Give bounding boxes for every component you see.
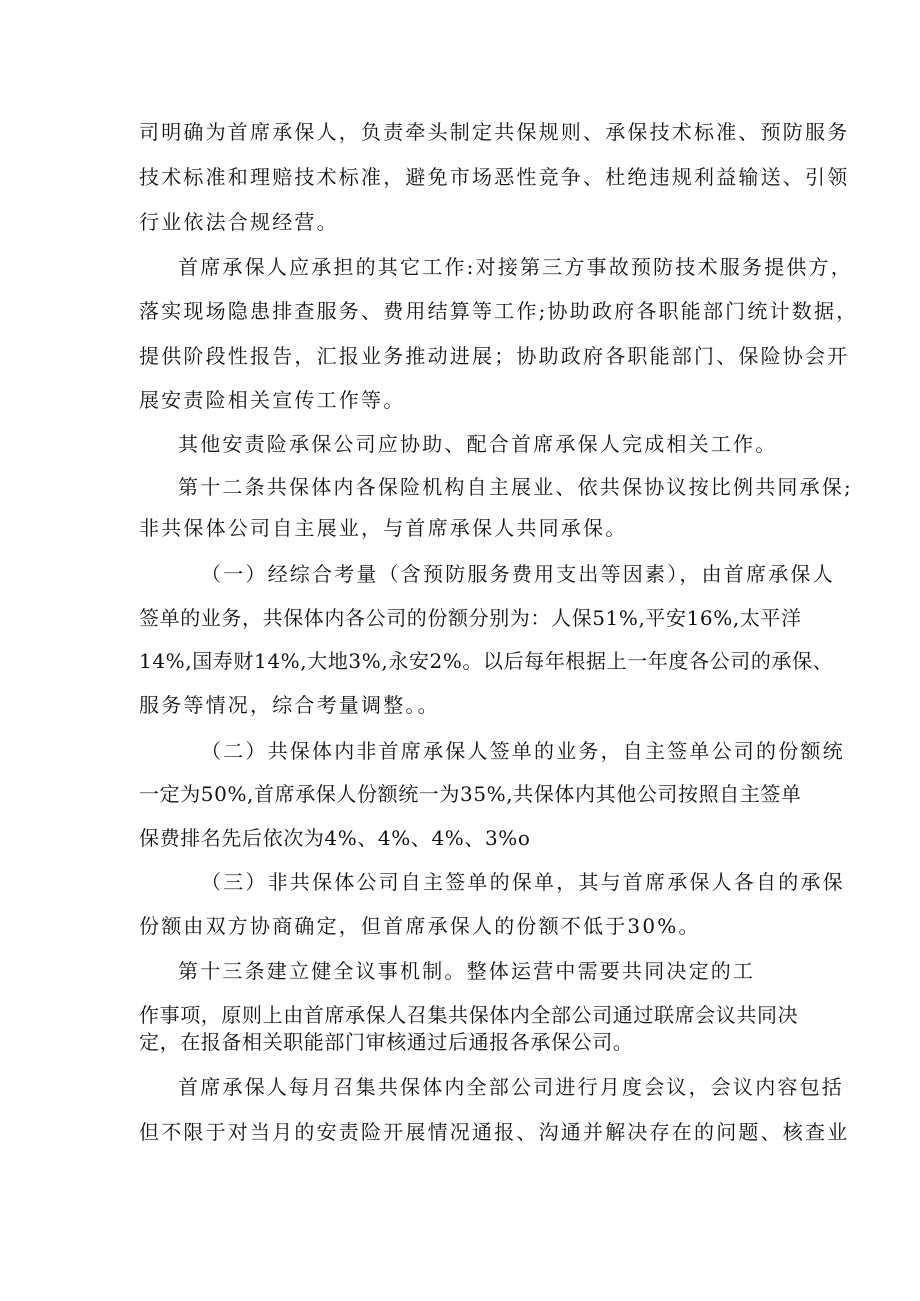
- text-line: 首席承保人每月召集共保体内全部公司进行月度会议，会议内容包括: [178, 1075, 844, 1099]
- text-line: 提供阶段性报告，汇报业务推动进展；协助政府各职能部门、保险协会开: [139, 344, 850, 368]
- text-line: 行业依法合规经营。: [139, 210, 339, 234]
- text-line: 非共保体公司自主展业，与首席承保人共同承保。: [139, 516, 628, 540]
- text-line: 落实现场隐患排查服务、费用结算等工作;协助政府各职能部门统计数据，: [139, 299, 859, 323]
- text-line: （三）非共保体公司自主签单的保单，其与首席承保人各自的承保: [201, 870, 845, 894]
- text-line: （一）经综合考量（含预防服务费用支出等因素），由首席承保人: [201, 562, 835, 586]
- text-line: 但不限于对当月的安责险开展情况通报、沟通并解决存在的问题、核查业: [139, 1120, 850, 1144]
- text-line: 一定为50%,首席承保人份额统一为35%,共保体内其他公司按照自主签单: [139, 782, 802, 806]
- text-line: 第十二条共保体内各保险机构自主展业、依共保协议按比例共同承保;: [178, 475, 853, 499]
- text-line: 服务等情况，综合考量调整。。: [139, 693, 440, 717]
- text-line: 定，在报备相关职能部门审核通过后通报各承保公司。: [139, 1030, 634, 1054]
- text-line: 司明确为首席承保人，负责牵头制定共保规则、承保技术标准、预防服务: [139, 120, 850, 144]
- text-line: 展安责险相关宣传工作等。: [139, 388, 406, 412]
- text-line: 作事项，原则上由首席承保人召集共保体内全部公司通过联席会议共同决: [139, 1003, 799, 1027]
- text-line: 其他安责险承保公司应协助、配合首席承保人完成相关工作。: [178, 432, 778, 456]
- text-line: 14%,国寿财14%,大地3%,永安2%。以后每年根据上一年度各公司的承保、: [139, 649, 834, 673]
- text-line: 保费排名先后依次为4%、4%、4%、3%o: [139, 826, 531, 850]
- text-line: 签单的业务，共保体内各公司的份额分别为：人保51%,平安16%,太平洋: [139, 606, 802, 630]
- text-line: 首席承保人应承担的其它工作:对接第三方事故预防技术服务提供方，: [178, 255, 853, 279]
- text-line: 份额由双方协商确定，但首席承保人的份额不低于30%。: [139, 914, 701, 938]
- text-line: 技术标准和理赔技术标准，避免市场恶性竞争、杜绝违规利益输送、引领: [139, 165, 850, 189]
- text-line: 第十三条建立健全议事机制。整体运营中需要共同决定的工: [178, 959, 756, 983]
- text-line: （二）共保体内非首席承保人签单的业务，自主签单公司的份额统: [201, 739, 845, 763]
